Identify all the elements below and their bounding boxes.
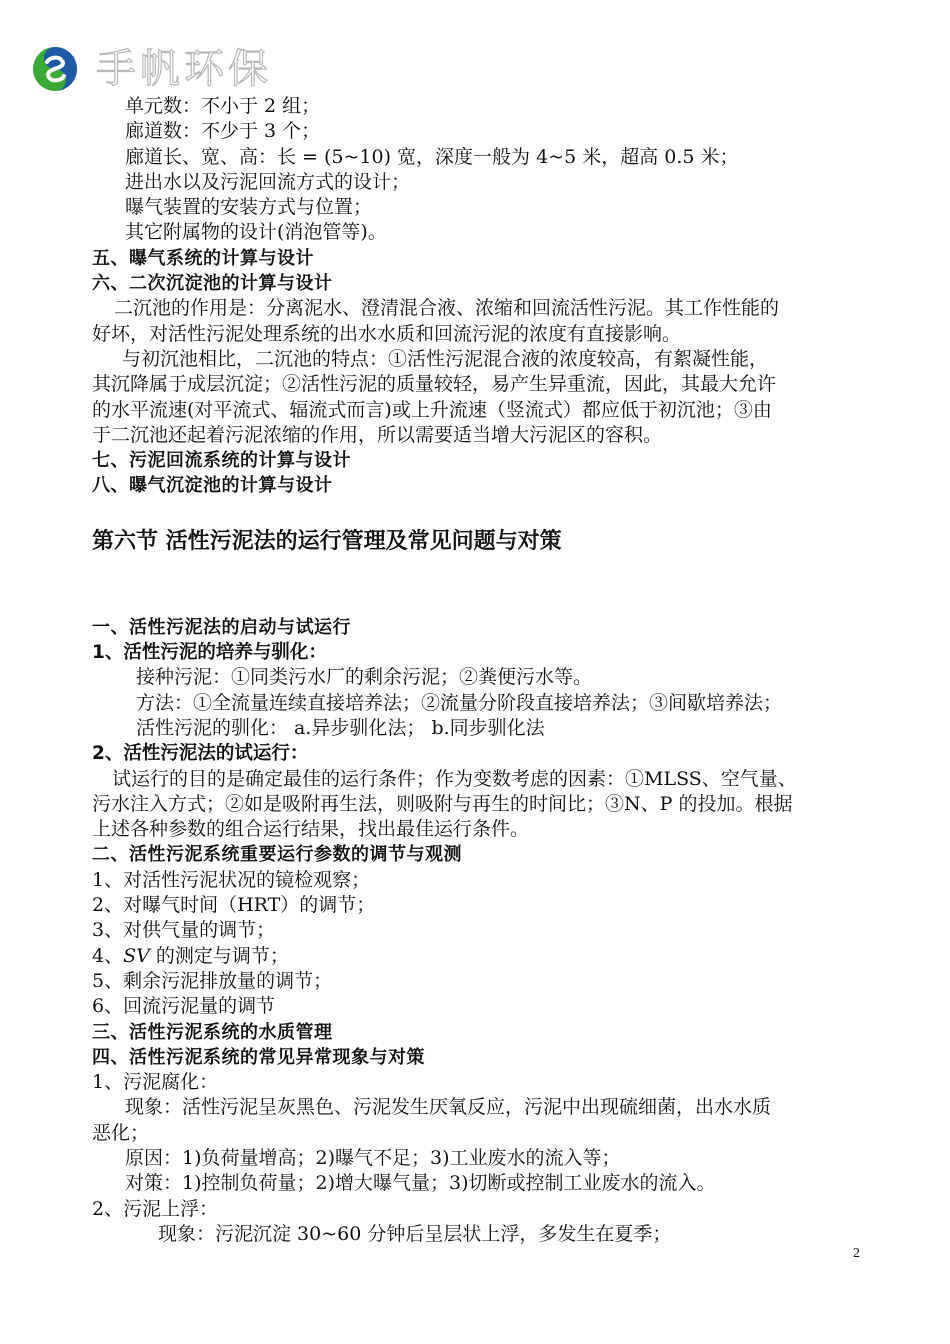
- item-heading: 1、污泥腐化：: [92, 1071, 219, 1094]
- paragraph-line: 二沉池的作用是：分离泥水、澄清混合液、浓缩和回流活性污泥。其工作性能的: [114, 297, 780, 320]
- company-logo: [32, 44, 272, 94]
- list-item: [92, 944, 862, 969]
- list-item: 6、回流污泥量的调节: [92, 995, 276, 1018]
- document-body: [92, 94, 862, 1247]
- heading-7: 七、污泥回流系统的计算与设计: [92, 450, 351, 472]
- item-heading: 1、活性污泥的培养与驯化：: [92, 642, 327, 664]
- paragraph-line: 原因：1)负荷量增高；2)曝气不足；3)工业废水的流入等；: [125, 1146, 621, 1169]
- page-number: 2: [853, 1246, 860, 1261]
- text-line: 活性污泥的驯化： a.异步驯化法； b.同步驯化法: [136, 716, 545, 739]
- paragraph-line: 的水平流速(对平流式、辐流式而言)或上升流速（竖流式）都应低于初沉池；③由: [92, 398, 772, 421]
- logo-icon: [32, 46, 78, 92]
- heading-8: 八、曝气沉淀池的计算与设计: [92, 475, 333, 497]
- text-line: 曝气装置的安装方式与位置；: [125, 196, 373, 219]
- text-line: 方法：①全流量连续直接培养法；②流量分阶段直接培养法；③间歇培养法；: [136, 691, 783, 714]
- list-item: 2、对曝气时间（HRT）的调节；: [92, 894, 376, 917]
- svg-text:CHEFF: CHEFF: [62, 56, 75, 61]
- paragraph-line: 现象：活性污泥呈灰黑色、污泥发生厌氧反应，污泥中出现硫细菌，出水水质: [125, 1096, 772, 1119]
- text-line: 单元数：不小于 2 组；: [125, 95, 321, 117]
- item-heading: 2、活性污泥法的试运行：: [92, 743, 309, 765]
- paragraph-line: 于二沉池还起着污泥浓缩的作用，所以需要适当增大污泥区的容积。: [92, 423, 663, 446]
- subsection-3: 三、活性污泥系统的水质管理: [92, 1021, 333, 1043]
- paragraph-line: 对策：1)控制负荷量；2)增大曝气量；3)切断或控制工业废水的流入。: [125, 1172, 716, 1195]
- heading-6: 六、二次沉淀池的计算与设计: [92, 273, 333, 295]
- paragraph-line: 好坏，对活性污泥处理系统的出水水质和回流污泥的浓度有直接影响。: [92, 322, 682, 345]
- section-title: 第六节 活性污泥法的运行管理及常见问题与对策: [92, 528, 562, 554]
- paragraph-line: 污水注入方式；②如是吸附再生法，则吸附与再生的时间比；③N、P 的投加。根据: [92, 792, 793, 815]
- text-line: 接种污泥：①同类污水厂的剩余污泥；②粪便污水等。: [136, 666, 593, 689]
- paragraph-line: 上述各种参数的组合运行结果，找出最佳运行条件。: [92, 818, 530, 841]
- list-text: 的测定与调节；: [149, 944, 289, 967]
- paragraph-line: 现象：污泥沉淀 30~60 分钟后呈层状上浮，多发生在夏季；: [158, 1222, 672, 1245]
- paragraph-line: 其沉降属于成层沉淀；②活性污泥的质量较轻，易产生异重流，因此，其最大允许: [92, 373, 777, 396]
- text-line: 其它附属物的设计(消泡管等)。: [125, 221, 387, 244]
- list-item: 5、剩余污泥排放量的调节；: [92, 969, 333, 992]
- paragraph-line: 与初沉池相比，二沉池的特点：①活性污泥混合液的浓度较高，有絮凝性能，: [122, 347, 769, 370]
- heading-5: 五、曝气系统的计算与设计: [92, 247, 314, 269]
- paragraph-line: 恶化；: [92, 1121, 150, 1144]
- list-number: 4、: [92, 944, 124, 967]
- text-line: 廊道数：不少于 3 个；: [125, 120, 321, 143]
- text-line: 进出水以及污泥回流方式的设计；: [125, 170, 411, 193]
- paragraph-line: 试运行的目的是确定最佳的运行条件；作为变数考虑的因素：①MLSS、空气量、: [112, 767, 797, 790]
- list-item: 1、对活性污泥状况的镜检观察；: [92, 868, 371, 891]
- subsection-2: 二、活性污泥系统重要运行参数的调节与观测: [92, 844, 462, 866]
- subsection-1: 一、活性污泥法的启动与试运行: [92, 616, 351, 638]
- list-item: 3、对供气量的调节；: [92, 919, 276, 942]
- subsection-4: 四、活性污泥系统的常见异常现象与对策: [92, 1046, 425, 1068]
- item-heading: 2、污泥上浮：: [92, 1197, 219, 1220]
- text-line: 廊道长、宽、高：长 = (5~10) 宽，深度一般为 4~5 米，超高 0.5 米；: [125, 145, 739, 168]
- logo-text: 手帆环保: [96, 46, 272, 92]
- sv-term: SV: [123, 944, 150, 967]
